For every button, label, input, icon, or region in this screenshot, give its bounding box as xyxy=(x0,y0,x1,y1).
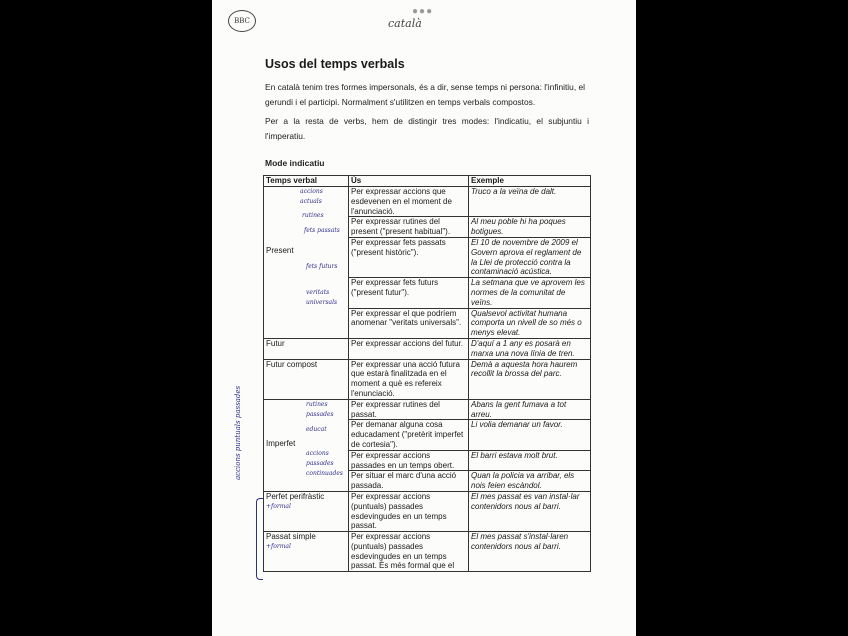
table-header-row xyxy=(264,176,591,187)
example-cell: El mes passat es van instal·lar contenidors nous al barri. xyxy=(469,491,591,531)
handwritten-bracket xyxy=(256,498,263,580)
example-cell: El barri estava molt brut. xyxy=(469,450,591,471)
table-row xyxy=(264,532,591,572)
handwritten-subject: català xyxy=(388,17,422,30)
verb-tense-table xyxy=(263,175,591,572)
example-cell: La setmana que ve aprovem les normes de la comunitat de veïns. xyxy=(469,278,591,308)
use-cell: Per expressar accions (puntuals) passades esdevingudes en un temps passat. És més formal que el xyxy=(349,532,469,572)
example-cell: Demà a aquesta hora haurem recollit la brossa del parc. xyxy=(469,359,591,399)
intro-paragraph-2: Per a la resta de verbs, hem de distingir tres modes: l'indicatiu, el subjuntiu i l'imperatiu. xyxy=(265,116,589,141)
use-cell: Per expressar rutines del present ("present habitual"). xyxy=(349,217,469,238)
tense-label: Futur xyxy=(264,338,349,359)
tense-cell: Passat simple +formal xyxy=(264,532,349,572)
use-cell: Per expressar fets passats ("present històric"). xyxy=(349,237,469,277)
example-cell: Qualsevol activitat humana comporta un nivell de so més o menys elevat. xyxy=(469,308,591,338)
tense-label: Passat simple xyxy=(266,532,316,542)
use-cell: Per demanar alguna cosa educadament ("pretèrit imperfet de cortesia"). xyxy=(349,420,469,450)
use-cell: Per expressar una acció futura que estarà finalitzada en el moment a què es refereix l'enunciació. xyxy=(349,359,469,399)
use-cell: Per expressar accions que esdevenen en el moment de l'anunciació. xyxy=(349,187,469,217)
use-cell: Per expressar accions passades en un temps obert. xyxy=(349,450,469,471)
more-options-icon[interactable]: ●●● xyxy=(412,6,434,17)
handwritten-tag: BBC xyxy=(228,10,256,32)
tense-cell: Perfet perifràstic +formal xyxy=(264,491,349,531)
tense-cell: rutines passades educat Imperfet accions passades continuades xyxy=(264,399,349,491)
use-cell: Per situar el marc d'una acció passada. xyxy=(349,471,469,492)
example-cell: El 10 de novembre de 2009 el Govern aprova el reglament de la Llei de protecció contra la contaminació acústica. xyxy=(469,237,591,277)
example-cell: Al meu poble hi ha poques botigues. xyxy=(469,217,591,238)
column-header: Ús xyxy=(349,176,469,187)
example-cell: Li volia demanar un favor. xyxy=(469,420,591,450)
tense-label: Perfet perifràstic xyxy=(266,491,325,501)
table-row xyxy=(264,359,591,399)
use-cell: Per expressar el que podríem anomenar "veritats universals". xyxy=(349,308,469,338)
example-cell: Abans la gent fumava a tot arreu. xyxy=(469,399,591,420)
handwritten-side-note: accions puntuals passades xyxy=(234,385,242,480)
table-row xyxy=(264,187,591,217)
use-cell: Per expressar fets futurs ("present futur"). xyxy=(349,278,469,308)
table-row xyxy=(264,491,591,531)
tense-label: Futur compost xyxy=(264,359,349,399)
tense-label: Present xyxy=(266,246,294,256)
column-header: Temps verbal xyxy=(264,176,349,187)
column-header: Exemple xyxy=(469,176,591,187)
example-cell: Quan la policia va arribar, els nois feien escàndol. xyxy=(469,471,591,492)
table-row xyxy=(264,399,591,420)
table-row xyxy=(264,338,591,359)
page-title: Usos del temps verbals xyxy=(265,57,405,71)
use-cell: Per expressar accions (puntuals) passades esdevingudes en un temps passat. xyxy=(349,491,469,531)
use-cell: Per expressar rutines del passat. xyxy=(349,399,469,420)
intro-paragraph-1: En català tenim tres formes impersonals, és a dir, sense temps ni persona: l'infinitiu, el gerundi i el participi. Normalment s'utilitzen en temps verbals compostos. xyxy=(265,82,585,107)
example-cell: Truco a la veïna de dalt. xyxy=(469,187,591,217)
section-heading: Mode indicatiu xyxy=(265,158,325,168)
example-cell: El mes passat s'instal·laren contenidors nous al barri. xyxy=(469,532,591,572)
tense-label: Imperfet xyxy=(266,439,296,449)
tense-cell: accions actuals rutines fets passats Present fets futurs veritats universals xyxy=(264,187,349,339)
document-page xyxy=(212,0,636,636)
example-cell: D'aquí a 1 any es posarà en marxa una nova línia de tren. xyxy=(469,338,591,359)
use-cell: Per expressar accions del futur. xyxy=(349,338,469,359)
